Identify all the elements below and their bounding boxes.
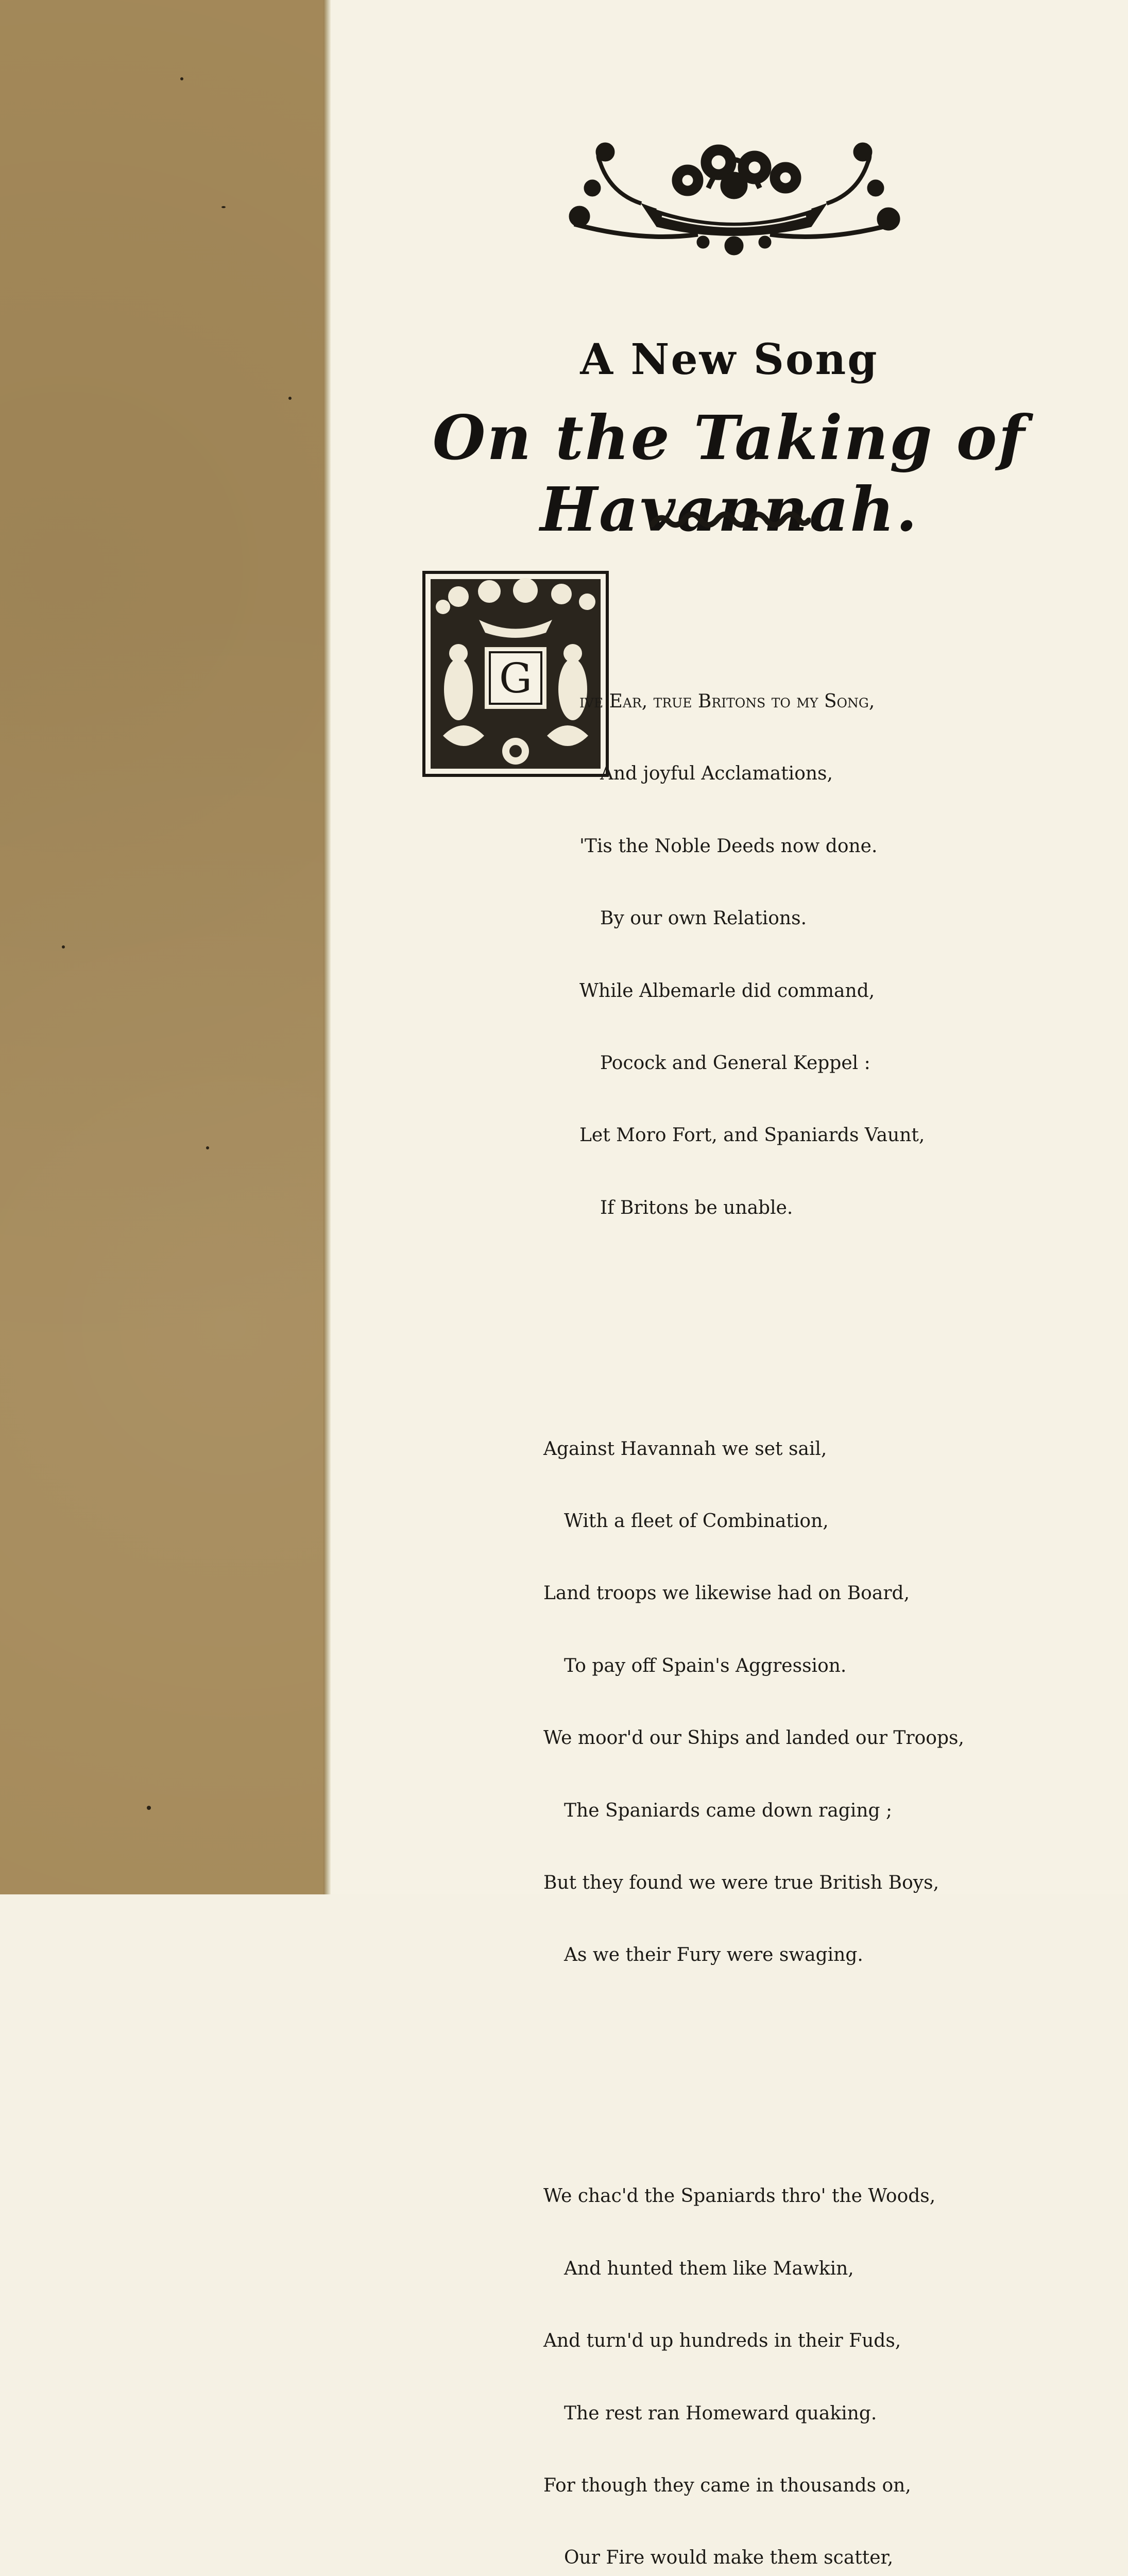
board-speck — [221, 206, 226, 208]
flower-basket-ornament-icon — [564, 131, 904, 258]
stanza-gap — [515, 1317, 1030, 1341]
board-speck — [288, 397, 292, 400]
board-speck — [147, 1806, 151, 1810]
poem-line: We moor'd our Ships and landed our Troops, — [543, 1727, 964, 1749]
poem-line: Let Moro Fort, and Spaniards Vaunt, — [579, 1125, 925, 1146]
board-speck — [206, 1146, 209, 1149]
poem-body — [515, 569, 1030, 2576]
stanza-2 — [515, 1389, 1030, 2016]
poem-line: Land troops we likewise had on Board, — [543, 1583, 910, 1604]
stanza-1 — [515, 641, 1030, 1268]
poem-line: For though they came in thousands on, — [543, 2475, 911, 2496]
poem-line: And hunted them like Mawkin, — [564, 2258, 854, 2279]
poem-line: But they found we were true British Boys, — [543, 1872, 939, 1894]
board-speck — [62, 945, 65, 948]
poem-line: And joyful Acclamations, — [600, 763, 833, 785]
title-line-2: On the Taking of Havannah. — [432, 402, 1027, 545]
page-edge — [323, 0, 331, 1894]
poem-line: While Albemarle did command, — [579, 980, 875, 1002]
poem-line: Pocock and General Keppel : — [600, 1052, 870, 1074]
poem-line: We chac'd the Spaniards thro' the Woods, — [543, 2185, 936, 2207]
poem-line: And turn'd up hundreds in their Fuds, — [543, 2330, 901, 2352]
stanza-3 — [515, 2137, 1030, 2576]
poem-line: As we their Fury were swaging. — [564, 1944, 863, 1966]
poem-line: Our Fire would make them scatter, — [564, 2547, 894, 2569]
poem-line: To pay off Spain's Aggression. — [564, 1655, 847, 1676]
poem-line: The rest ran Homeward quaking. — [564, 2402, 877, 2424]
wave-ornament-icon — [650, 510, 811, 531]
poem-line: Against Havannah we set sail, — [543, 1438, 827, 1460]
poem-line: By our own Relations. — [600, 908, 807, 929]
cardboard-backing — [0, 0, 330, 1894]
dropcap-letter: G — [499, 654, 532, 702]
title-line-1: A New Song — [580, 335, 879, 384]
poem-line: With a fleet of Combination, — [564, 1511, 829, 1532]
poem-line: ive Ear, true Britons to my Song, — [579, 690, 875, 712]
board-speck — [180, 77, 183, 80]
poem-line: The Spaniards came down raging ; — [564, 1800, 893, 1821]
stanza-gap — [515, 2064, 1030, 2088]
poem-line: If Britons be unable. — [600, 1197, 793, 1218]
poem-line: 'Tis the Noble Deeds now done. — [579, 835, 878, 857]
